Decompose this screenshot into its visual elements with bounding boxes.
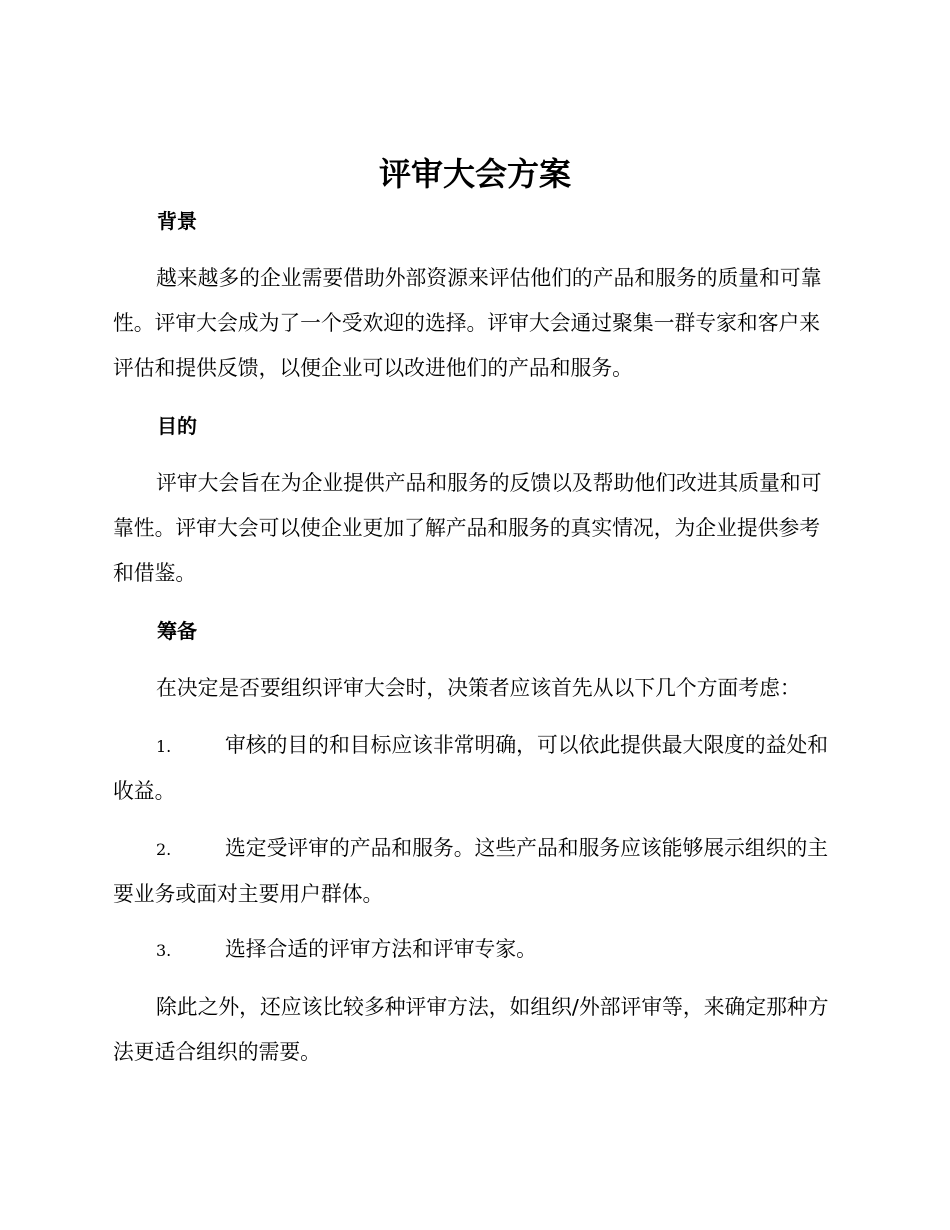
section-heading-background: 背景 <box>157 209 197 233</box>
list-item <box>113 826 833 917</box>
list-item <box>113 927 833 973</box>
list-item-number: 2. <box>156 840 172 859</box>
list-item-text: 选择合适的评审方法和评审专家。 <box>225 937 537 961</box>
document-title: 评审大会方案 <box>378 155 571 193</box>
list-item-text: 审核的目的和目标应该非常明确，可以依此提供最大限度的益处和收益。 <box>113 733 829 803</box>
section-heading-purpose: 目的 <box>157 414 197 438</box>
section-closing-paragraph: 除此之外，还应该比较多种评审方法，如组织/外部评审等，来确定那种方法更适合组织的需要。 <box>113 995 829 1064</box>
list-item-number: 1. <box>156 737 172 756</box>
section-paragraph-purpose: 评审大会旨在为企业提供产品和服务的反馈以及帮助他们改进其质量和可靠性。评审大会可以使企业更加了解产品和服务的真实情况，为企业提供参考和借鉴。 <box>113 471 822 585</box>
list-item-text: 选定受评审的产品和服务。这些产品和服务应该能够展示组织的主要业务或面对主要用户群体。 <box>113 836 829 906</box>
section-paragraph-background: 越来越多的企业需要借助外部资源来评估他们的产品和服务的质量和可靠性。评审大会成为了一个受欢迎的选择。评审大会通过聚集一群专家和客户来评估和提供反馈，以便企业可以改进他们的产品和服务。 <box>113 266 822 380</box>
list-item <box>113 723 833 814</box>
section-heading-preparation: 筹备 <box>157 619 197 643</box>
list-item-number: 3. <box>156 941 172 960</box>
section-paragraph-preparation: 在决定是否要组织评审大会时，决策者应该首先从以下几个方面考虑： <box>156 676 801 700</box>
